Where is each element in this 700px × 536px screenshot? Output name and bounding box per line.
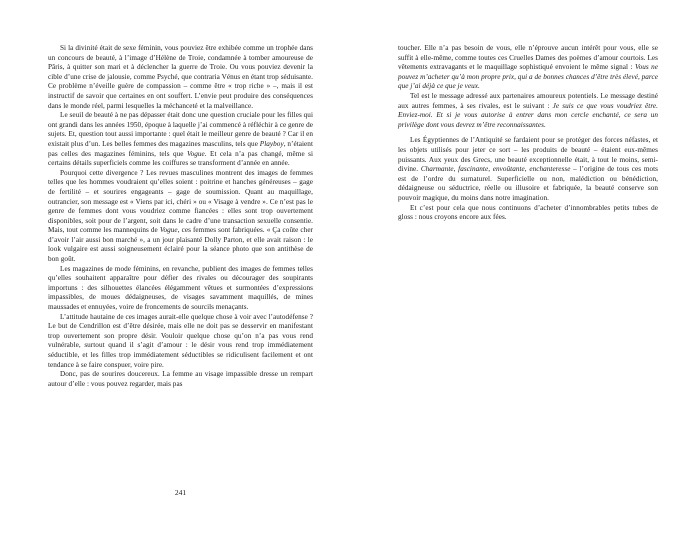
right-paragraph-2: Tel est le message adressé aux partenaires amoureux potentiels. Le message destiné aux autres femmes, à ses rivales, est le suivant : Je suis ce que vous voudriez être. Enviez-moi. Et si je vous autorise à entrer dans mon cercle enchanté, ce sera un privilège dont vous devrez m’être reconnaissantes. (398, 91, 659, 129)
right-paragraph-4: Et c’est pour cela que nous continuons d’acheter d’innombrables petits tubes de gloss : nous croyons encore aux fées. (398, 203, 658, 222)
left-paragraph-6: Donc, pas de sourires doucereux. La femme au visage impassible dresse un rempart autour d’elle : vous pouvez regarder, mais pas (48, 370, 313, 388)
right-paragraph-1: toucher. Elle n’a pas besoin de vous, elle n’éprouve aucun intérêt pour vous, elle se suffit à elle-même, comme toutes ces Cruelles Dames des poèmes d’amour courtois. Les vêtements extravagants et le maquillage sophistiqué envoient le même signal : Vous ne pouvez m’acheter qu’à mon propre prix, qui a de bonnes chances d’être très élevé, parce que j’ai déjà ce que je veux. (398, 44, 658, 91)
right-paragraph-3: Les Égyptiennes de l’Antiquité se fardaient pour se protéger des forces néfastes, et les objets utilisés pour jeter ce sort – les produits de beauté – étaient eux-mêmes puissants. Aux yeux des Grecs, une beauté exceptionnelle était, à tout le moins, semi-divine. Charmante, fascinante, envoûtante, enchanteresse – l’origine de tous ces mots est de l’ordre du surnaturel. Superficielle ou non, malédiction ou bénédiction, dédaigneuse ou séductrice, réelle ou illusoire et fabriquée, la beauté conserve son pouvoir magique, du moins dans notre imagination. (398, 136, 659, 202)
left-paragraph-4: Les magazines de mode féminins, en revanche, publient des images de femmes telles qu’elles souhaitent apparaître pour défier des rivales ou décourager des soupirants importuns : des silhouettes élancées élégamment vêtues et surmontées d’expressions impassibles, de moues dédaigneuses, de visages savamment maquillés, de mines maussades et ennuyées, voire de froncements de sourcils menaçants. (48, 264, 313, 312)
left-paragraph-2: Le seuil de beauté à ne pas dépasser était donc une question cruciale pour les filles qui ont grandi dans les années 1950, époque à laquelle j’ai commencé à réfléchir à ce genre de sujets. Et, question tout aussi importante : quel était le meilleur genre de beauté ? Car il en existait plus d’un. Les belles femmes des magazines masculins, tels que Playboy, n’étaient pas celles des magazines féminins, tels que Vogue. Et cela n’a pas changé, même si certains détails superficiels comme les coiffures se transforment d’année en année. (48, 111, 313, 168)
left-paragraph-1: Si la divinité était de sexe féminin, vous pouviez être exhibée comme un trophée dans un concours de beauté, à l’image d’Hélène de Troie, condamnée à tomber amoureuse de Pâris, à quitter son mari et à déclencher la guerre de Troie. Ou vous pouviez devenir la cible d’une crise de jalousie, comme Psyché, que contraria Vénus en étant trop séduisante. Ce problème n’éveille guère de compassion – comme être « trop riche » –, mais il est instructif de savoir que certaines en ont souffert. L’envie peut produire des conséquences dans le monde réel, parmi lesquelles la méchanceté et la malveillance. (48, 44, 313, 110)
left-paragraph-5: L’attitude hautaine de ces images aurait-elle quelque chose à voir avec l’autodéfense ? Le but de Cendrillon est d’être désirée, mais elle ne doit pas se desservir en manifestant trop ouvertement son propre désir. Vouloir quelque chose qu’on n’a pas vous rend vulnérable, surtout quand il s’agit d’amour : le désir vous rend trop immédiatement séductible, et les filles trop immédiatement séductibles se ridiculisent facilement et ont tendance à se faire conspuer, voire pire. (48, 312, 313, 369)
right-page (398, 44, 658, 223)
left-paragraph-3: Pourquoi cette divergence ? Les revues masculines montrent des images de femmes telles que les hommes voudraient qu’elles soient : poitrine et hanches généreuses – gage de fertilité – et sourires engageants – gage de soumission. Quant au maquillage, outrancier, son message est « Viens par ici, chéri » ou « Visage à vendre ». Ce n’est pas le genre de femmes dont vous voudriez comme fiancées : elles sont trop ouvertement disponibles, soit pour de l’argent, soit dans le cadre d’une transaction sexuelle consentie. Mais, tout comme les mannequins de Vogue, ces femmes sont fabriquées. « Ça coûte cher d’avoir l’air aussi bon marché », a un jour plaisanté Dolly Parton, et elle avait raison : le look vulgaire est aussi soigneusement éclairé pour la séance photo que son antithèse de bon goût. (48, 168, 314, 264)
page-number: 241 (174, 488, 187, 497)
left-page (48, 44, 313, 389)
